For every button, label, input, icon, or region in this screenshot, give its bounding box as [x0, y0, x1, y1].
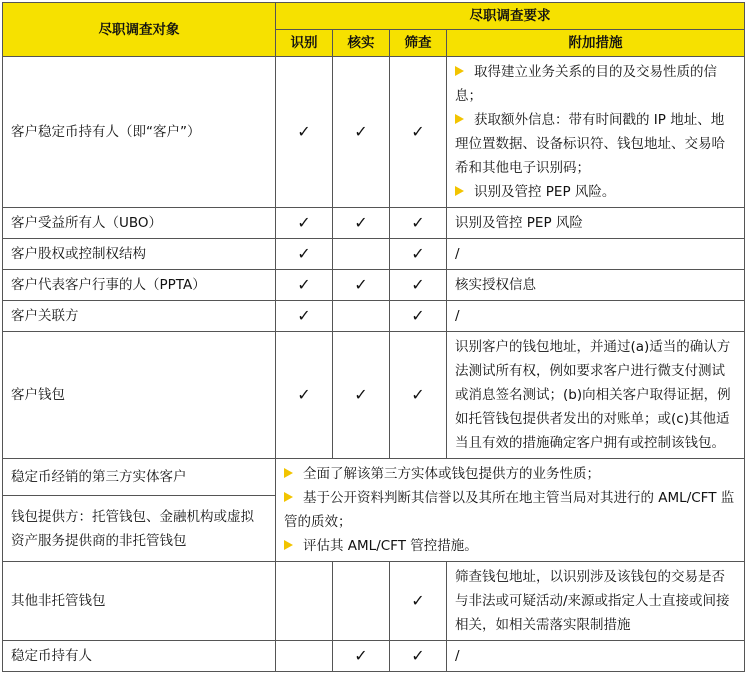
header-screen: 筛查	[390, 30, 447, 57]
check-mark: ✓	[276, 332, 333, 459]
note-ppta: 核实授权信息	[447, 270, 745, 301]
header-identify: 识别	[276, 30, 333, 57]
measures-third-party	[276, 459, 745, 562]
row-label-equity: 客户股权或控制权结构	[3, 239, 276, 270]
check-mark: ✓	[390, 332, 447, 459]
table-row	[3, 208, 745, 239]
row-label-wallet: 客户钱包	[3, 332, 276, 459]
measures-customer	[447, 57, 745, 208]
check-mark: ✓	[390, 301, 447, 332]
check-mark: ✓	[390, 57, 447, 208]
check-mark: ✓	[333, 57, 390, 208]
row-label-wallet-provider: 钱包提供方：托管钱包、金融机构或虚拟资产服务提供商的非托管钱包	[3, 496, 276, 562]
note-holder: /	[447, 641, 745, 672]
measure-item: 评估其 AML/CFT 管控措施。	[284, 534, 736, 558]
check-mark: ✓	[276, 270, 333, 301]
row-label-ubo: 客户受益所有人（UBO）	[3, 208, 276, 239]
empty-cell	[333, 301, 390, 332]
empty-cell	[276, 562, 333, 641]
header-extra: 附加措施	[447, 30, 745, 57]
arrow-bullet-icon	[284, 492, 293, 502]
check-mark: ✓	[390, 641, 447, 672]
note-other-wallet: 筛查钱包地址，以识别涉及该钱包的交易是否与非法或可疑活动/来源或指定人士直接或间接相关，如相关需落实限制措施	[447, 562, 745, 641]
row-label-customer: 客户稳定币持有人（即“客户”）	[3, 57, 276, 208]
note-ubo: 识别及管控 PEP 风险	[447, 208, 745, 239]
check-mark: ✓	[333, 641, 390, 672]
check-mark: ✓	[390, 562, 447, 641]
arrow-bullet-icon	[284, 468, 293, 478]
check-mark: ✓	[333, 332, 390, 459]
measure-item: 基于公开资料判断其信誉以及其所在地主管当局对其进行的 AML/CFT 监管的质效；	[284, 490, 735, 530]
measure-item: 识别及管控 PEP 风险。	[455, 180, 736, 204]
table-row	[3, 57, 745, 208]
header-row-1	[3, 3, 745, 30]
check-mark: ✓	[276, 301, 333, 332]
check-mark: ✓	[390, 208, 447, 239]
note-equity: /	[447, 239, 745, 270]
measure-item: 获取额外信息：带有时间戳的 IP 地址、地理位置数据、设备标识符、钱包地址、交易哈希和其他电子识别码；	[455, 112, 725, 176]
due-diligence-table	[2, 2, 745, 672]
note-wallet: 识别客户的钱包地址，并通过(a)适当的确认方法测试所有权，例如要求客户进行微支付测试或消息签名测试；(b)向相关客户取得证据，例如托管钱包提供者发出的对账单；或(c)其他适当且有效的措施确定客户拥有或控制该钱包。	[447, 332, 745, 459]
row-label-other-wallet: 其他非托管钱包	[3, 562, 276, 641]
arrow-bullet-icon	[455, 114, 464, 124]
table-row	[3, 301, 745, 332]
empty-cell	[333, 239, 390, 270]
empty-cell	[276, 641, 333, 672]
arrow-bullet-icon	[284, 540, 293, 550]
row-label-third-party: 稳定币经销的第三方实体客户	[3, 459, 276, 496]
table-row	[3, 641, 745, 672]
table-row	[3, 459, 745, 496]
note-related: /	[447, 301, 745, 332]
empty-cell	[333, 562, 390, 641]
header-subject: 尽职调查对象	[3, 3, 276, 57]
measure-item: 全面了解该第三方实体或钱包提供方的业务性质；	[284, 462, 736, 486]
check-mark: ✓	[333, 208, 390, 239]
check-mark: ✓	[390, 270, 447, 301]
row-label-related: 客户关联方	[3, 301, 276, 332]
check-mark: ✓	[276, 57, 333, 208]
table-row	[3, 239, 745, 270]
check-mark: ✓	[276, 208, 333, 239]
check-mark: ✓	[333, 270, 390, 301]
arrow-bullet-icon	[455, 66, 464, 76]
header-verify: 核实	[333, 30, 390, 57]
table-row	[3, 332, 745, 459]
header-requirements: 尽职调查要求	[276, 3, 745, 30]
table-row	[3, 562, 745, 641]
table-row	[3, 270, 745, 301]
arrow-bullet-icon	[455, 186, 464, 196]
check-mark: ✓	[276, 239, 333, 270]
row-label-ppta: 客户代表客户行事的人（PPTA）	[3, 270, 276, 301]
row-label-holder: 稳定币持有人	[3, 641, 276, 672]
check-mark: ✓	[390, 239, 447, 270]
measure-item: 取得建立业务关系的目的及交易性质的信息；	[455, 64, 717, 104]
